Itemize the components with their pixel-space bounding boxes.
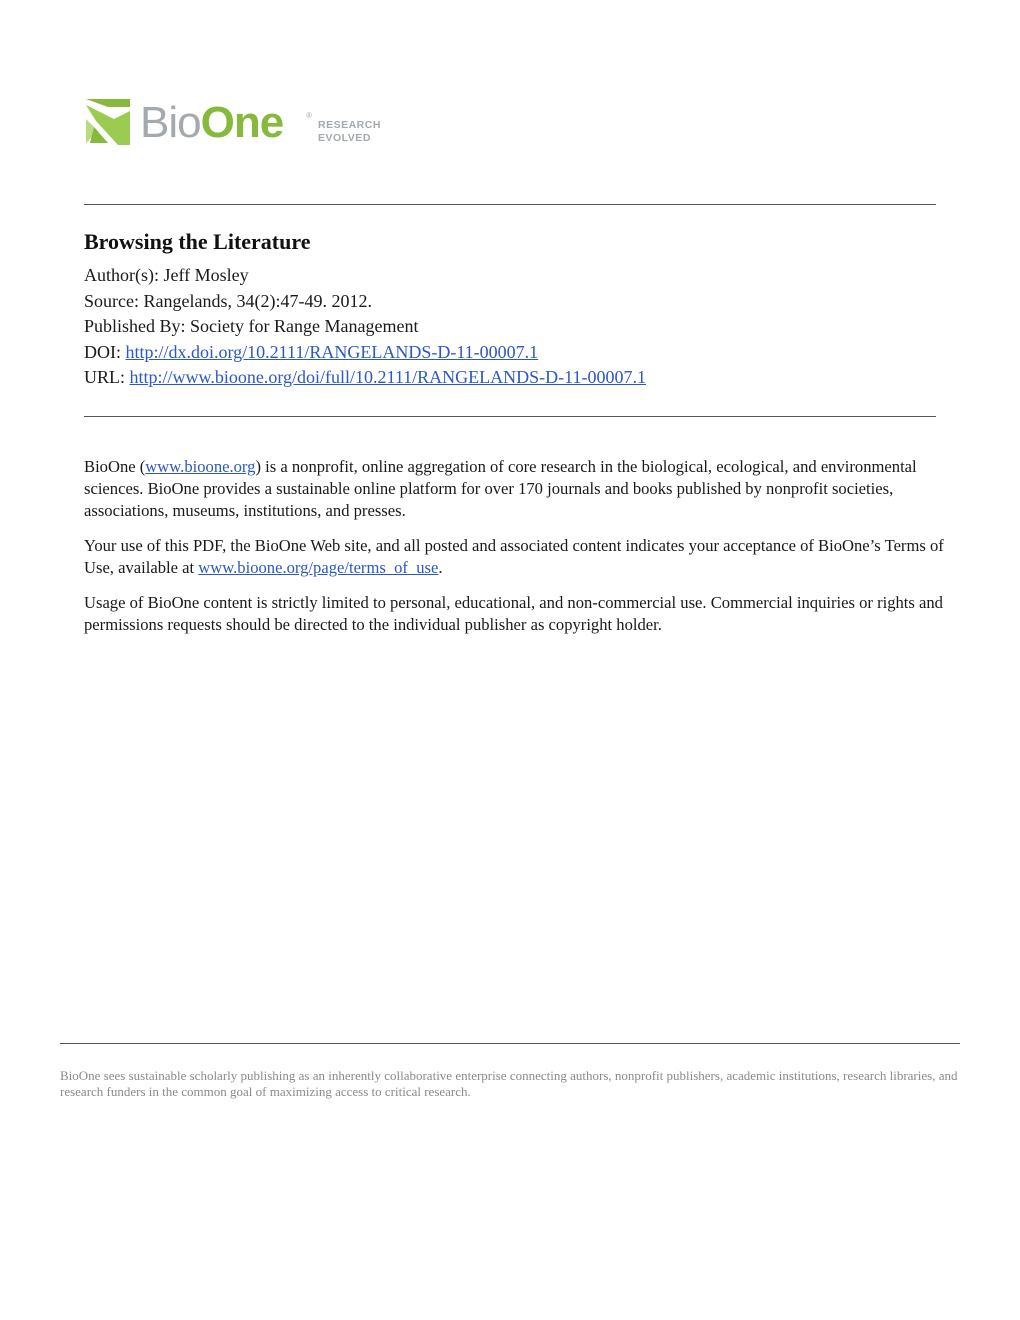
publisher-value: Society for Range Management	[190, 316, 419, 336]
author-label: Author(s):	[84, 265, 159, 285]
p2-start: Your use of this PDF, the BioOne Web site, and all posted and associated content indicates your acceptance of BioOne’s Terms of Use, available at	[84, 536, 944, 578]
logo-tagline	[318, 119, 381, 145]
bioone-leaf-icon	[84, 97, 134, 147]
logo-wordmark	[140, 99, 283, 147]
bioone-home-link[interactable]: www.bioone.org	[145, 457, 256, 476]
doi-link[interactable]: http://dx.doi.org/10.2111/RANGELANDS-D-11-00007.1	[125, 341, 539, 362]
url-link[interactable]: http://www.bioone.org/doi/full/10.2111/RANGELANDS-D-11-00007.1	[129, 367, 646, 387]
article-metadata	[84, 263, 646, 391]
source-value: Rangelands, 34(2):47-49. 2012.	[143, 290, 372, 311]
logo-tagline-line-2: EVOLVED	[318, 132, 371, 144]
top-divider	[84, 204, 936, 205]
publisher-label: Published By:	[84, 316, 186, 336]
p1-end: ) is a nonprofit, online aggregation of core research in the biological, ecological, and environmental sciences. BioOne provides a sustainable online platform for over 170 journals and books published by nonprofit societies, associations, museums, institutions, and presses.	[84, 457, 917, 521]
middle-divider	[84, 416, 936, 417]
logo-tagline-line-1: RESEARCH	[318, 119, 381, 131]
doi-line	[84, 340, 646, 366]
p1-start: BioOne (	[84, 457, 146, 476]
logo-word-one: One	[200, 98, 284, 147]
body-text	[84, 456, 944, 649]
author-value: Jeff Mosley	[163, 265, 249, 285]
author-line	[84, 263, 646, 289]
source-label: Source:	[84, 290, 139, 311]
url-line	[84, 365, 646, 391]
usage-paragraph: Usage of BioOne content is strictly limited to personal, educational, and non-commercial use. Commercial inquiries or rights and permissions requests should be directed to the individual publisher as copyright holder.	[84, 593, 943, 635]
article-title: Browsing the Literature	[84, 229, 311, 254]
bioone-description-paragraph	[84, 456, 944, 523]
bioone-logo	[84, 97, 404, 149]
publisher-line	[84, 314, 646, 340]
logo-registered-mark: ®	[306, 111, 312, 120]
footer-statement: BioOne sees sustainable scholarly publishing as an inherently collaborative enterprise connecting authors, nonprofit publishers, academic institutions, research libraries, and research funders in the common goal of maximizing access to critical research.	[60, 1068, 958, 1099]
url-label: URL:	[84, 367, 126, 387]
terms-of-use-link[interactable]: www.bioone.org/page/terms_of_use	[198, 558, 439, 578]
p2-end: .	[438, 558, 443, 578]
logo-word-bio: Bio	[140, 98, 201, 147]
source-line	[84, 289, 646, 315]
footer-divider	[60, 1043, 960, 1044]
doi-label: DOI:	[84, 341, 121, 362]
terms-paragraph	[84, 535, 944, 579]
